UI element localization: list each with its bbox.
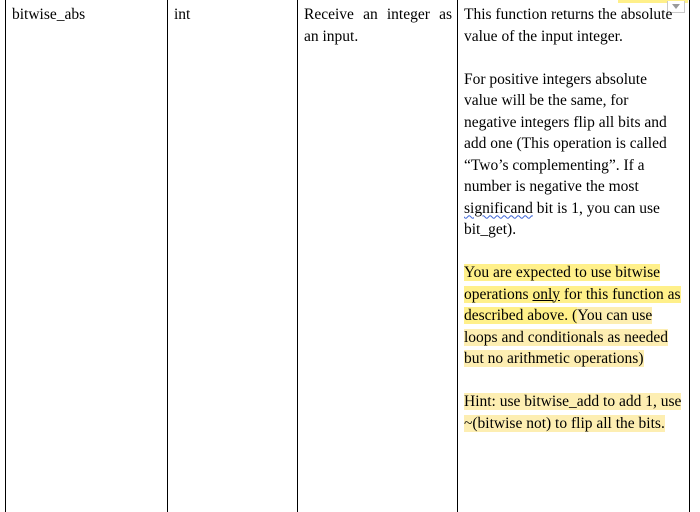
input-description: Receive an integer as an input. bbox=[304, 6, 452, 45]
table-row bbox=[6, 0, 690, 512]
paragraph-2-text-start: For positive integers absolute value will be the same, for negative integers flip all bits and add one (This operation is called “Two’s complementing”. If a number is negative the most bbox=[464, 70, 667, 195]
description-cell[interactable] bbox=[458, 0, 690, 512]
description-paragraph-3 bbox=[464, 262, 684, 370]
return-type: int bbox=[174, 6, 191, 23]
highlighted-text: You are expected to use bitwise operations bbox=[464, 264, 661, 303]
function-name: bitwise_abs bbox=[12, 6, 86, 23]
paragraph-2-text-end: bit is 1, you can use bit_get). bbox=[464, 199, 660, 238]
underlined-only: only bbox=[532, 285, 561, 303]
function-spec-table bbox=[5, 0, 690, 512]
description-paragraph-1: This function returns the absolute value of the input integer. bbox=[464, 6, 673, 45]
hint-text: Hint: use bitwise_add to add 1, use ~(bitwise not) to flip all the bits. bbox=[464, 393, 682, 432]
pale-highlighted-text: You can use loops and conditionals as needed but no arithmetic operations) bbox=[464, 307, 669, 367]
description-paragraph-2 bbox=[464, 69, 684, 241]
function-name-cell[interactable] bbox=[6, 0, 168, 512]
spelling-flagged-word[interactable]: significand bbox=[464, 199, 533, 217]
highlighted-text-continued: for this function as described above. ( bbox=[464, 285, 681, 324]
description-hint bbox=[464, 391, 684, 434]
return-type-cell[interactable] bbox=[168, 0, 298, 512]
input-cell[interactable] bbox=[298, 0, 458, 512]
